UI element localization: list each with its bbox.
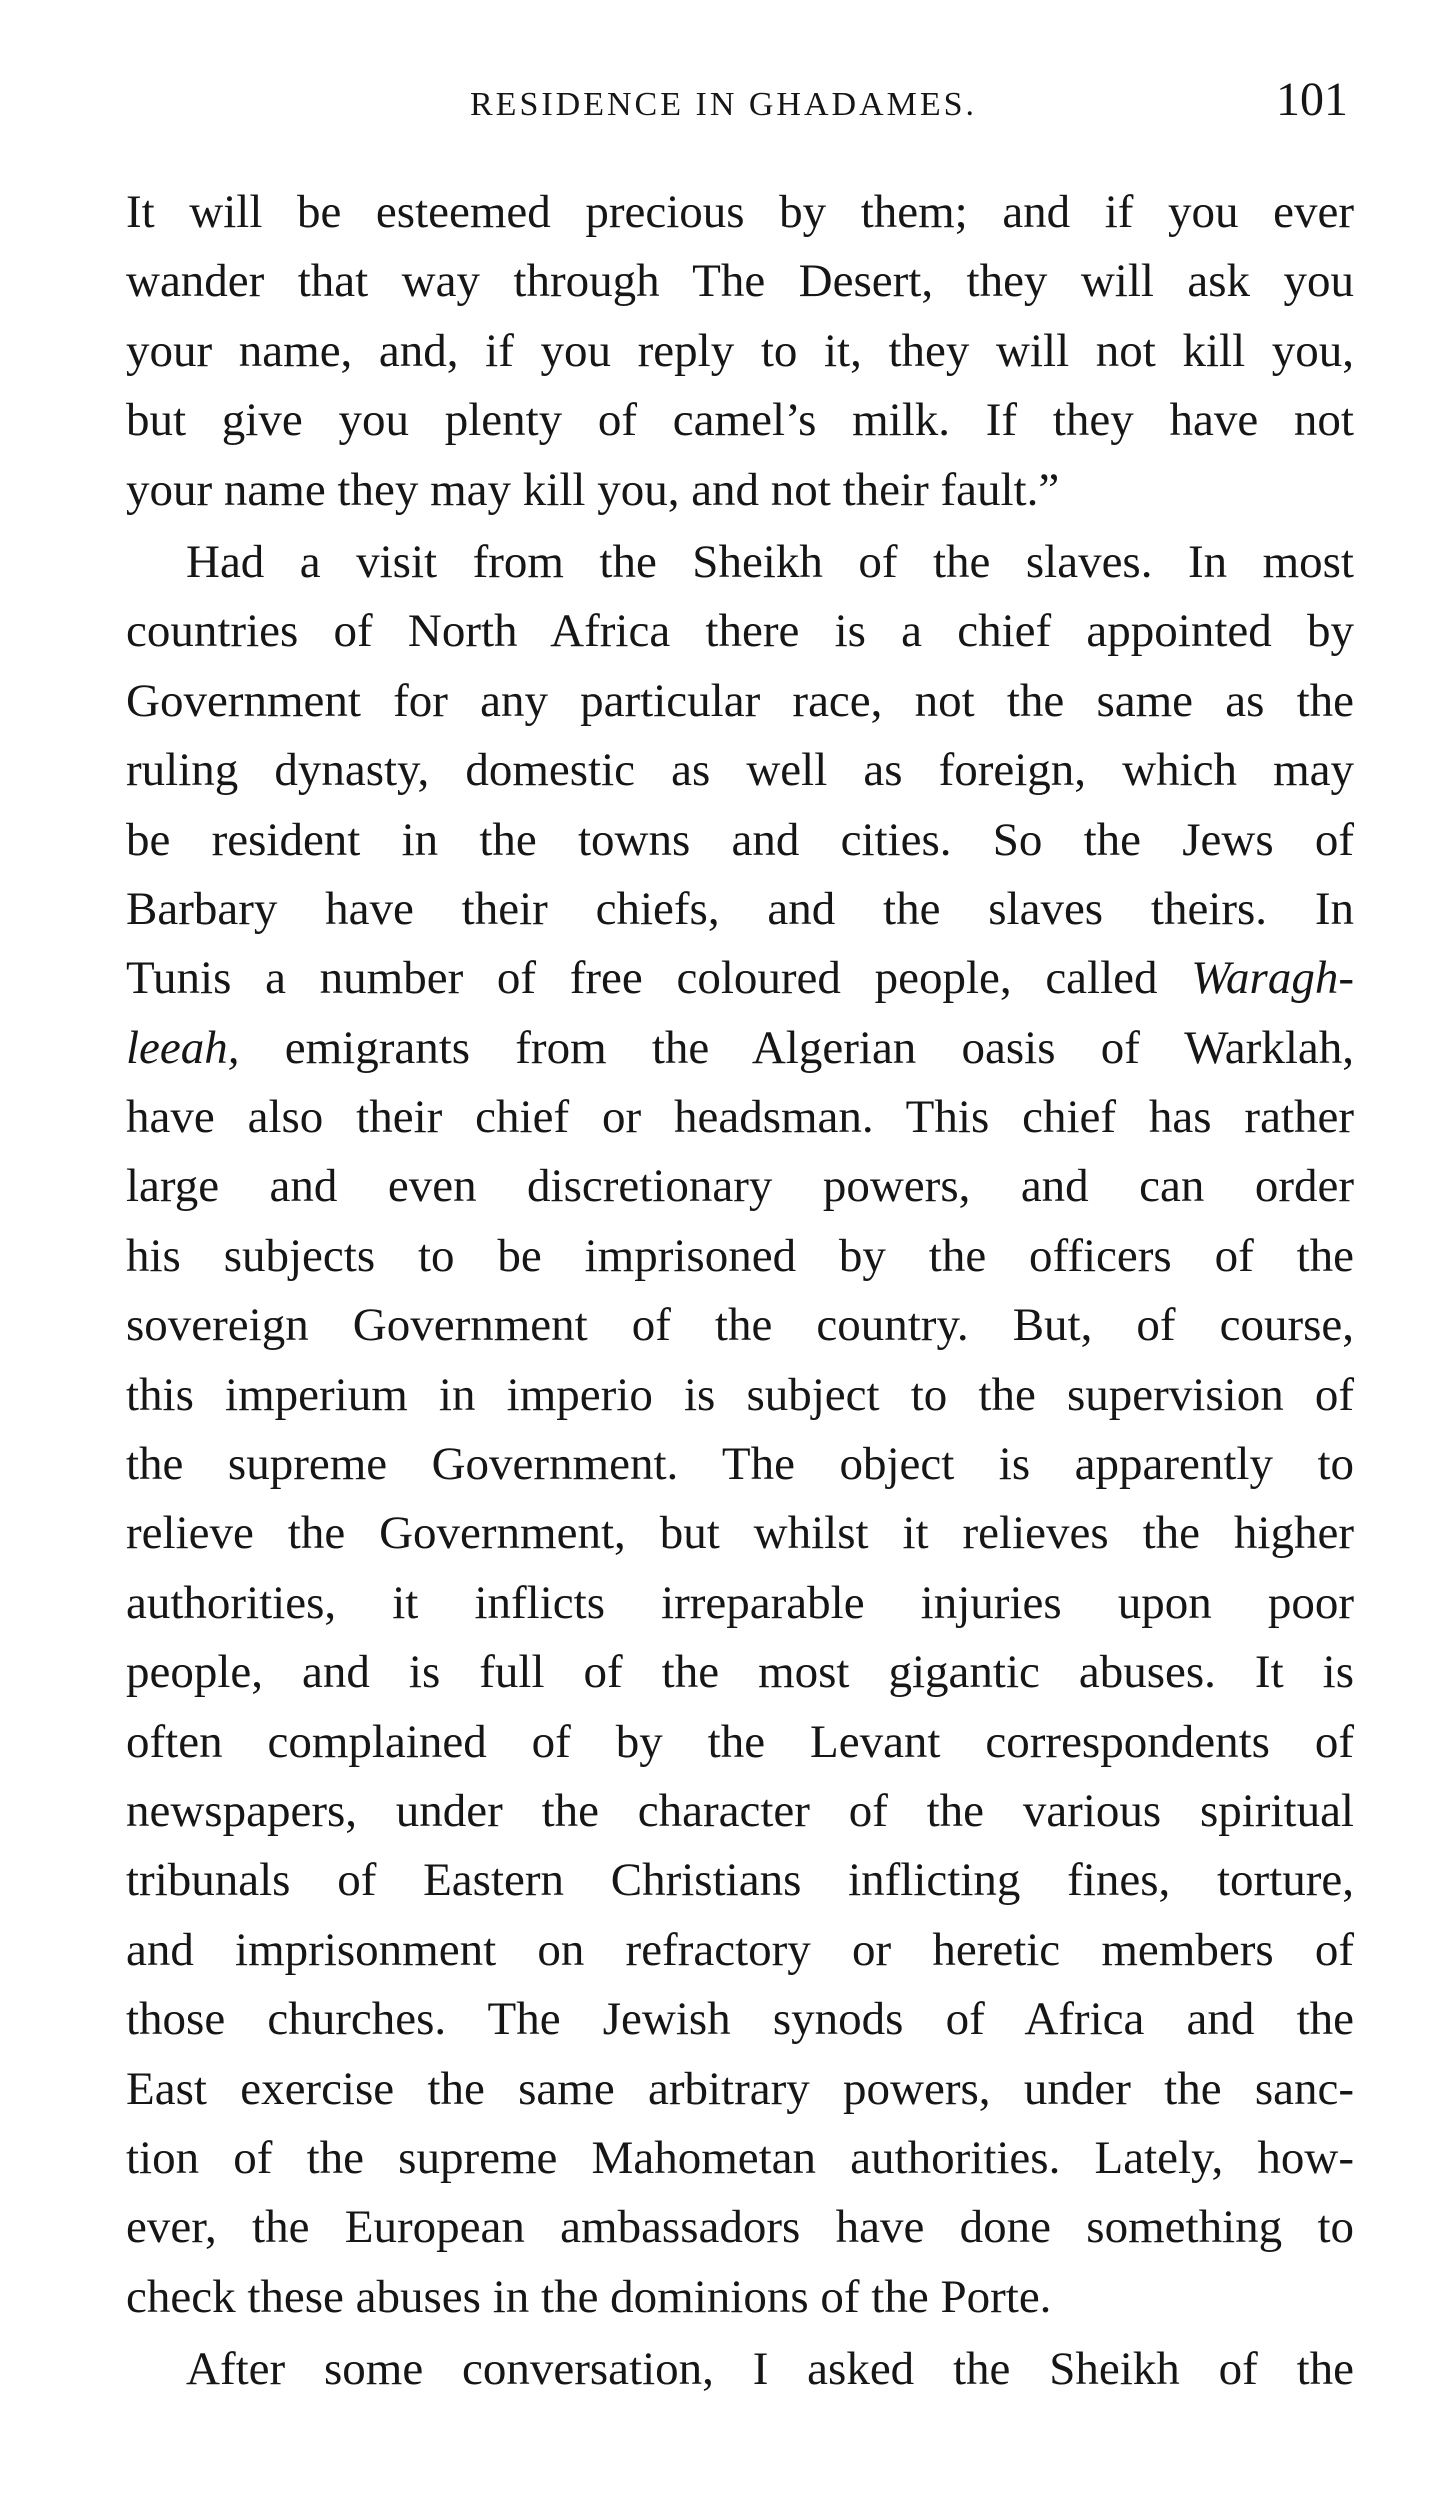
text-line: check these abuses in the dominions of the Porte.: [126, 2270, 1052, 2323]
text-line: tribunals of Eastern Christians inflicting fines, torture,: [126, 1854, 1354, 1907]
text-line: your name they may kill you, and not their fault.”: [126, 463, 1060, 516]
text-line: tion of the supreme Mahometan authorities. Lately, how-: [126, 2131, 1354, 2184]
text-run: Tunis a number of free coloured people, called: [126, 952, 1192, 1005]
text-line: relieve the Government, but whilst it relieves the higher: [126, 1507, 1354, 1560]
text-line: this imperium in imperio is subject to the supervision of: [126, 1368, 1354, 1421]
text-line: those churches. The Jewish synods of Africa and the: [126, 1993, 1354, 2046]
text-line: ruling dynasty, domestic as well as foreign, which may: [126, 744, 1354, 797]
text-line: authorities, it inflicts irreparable injuries upon poor: [126, 1576, 1354, 1629]
text-line: wander that way through The Desert, they will ask you: [126, 255, 1354, 308]
text-run: emigrants from the Algerian oasis of Warklah,: [239, 1021, 1354, 1074]
body-text: [126, 178, 1354, 2405]
text-line: but give you plenty of camel’s milk. If they have not: [126, 394, 1354, 447]
text-line: It will be esteemed precious by them; and if you ever: [126, 186, 1354, 238]
text-line: your name, and, if you reply to it, they will not kill you,: [126, 324, 1354, 377]
text-line: countries of North Africa there is a chief appointed by: [126, 605, 1354, 658]
text-line: his subjects to be imprisoned by the officers of the: [126, 1229, 1354, 1282]
text-line: often complained of by the Levant correspondents of: [126, 1715, 1354, 1768]
text-line: newspapers, under the character of the various spiritual: [126, 1784, 1354, 1837]
running-head: [0, 72, 1450, 142]
text-line: ever, the European ambassadors have done something to: [126, 2201, 1354, 2254]
text-line: Barbary have their chiefs, and the slaves theirs. In: [126, 882, 1354, 935]
text-line: [126, 944, 1354, 1013]
text-line: have also their chief or headsman. This chief has rather: [126, 1091, 1354, 1144]
italic-term: leeah,: [126, 1021, 240, 1074]
page-number: 101: [1276, 73, 1348, 126]
text-line: sovereign Government of the country. But, of course,: [126, 1299, 1354, 1352]
paragraph-first-line: After some conversation, I asked the Sheikh of the: [186, 2343, 1354, 2396]
paragraph-first-line: Had a visit from the Sheikh of the slaves. In most: [186, 535, 1354, 588]
text-line: people, and is full of the most gigantic abuses. It is: [126, 1646, 1354, 1699]
italic-term: Waragh-: [1191, 952, 1354, 1005]
text-line: [126, 1014, 1354, 1083]
text-line: large and even discretionary powers, and can order: [126, 1160, 1354, 1213]
text-line: Government for any particular race, not the same as the: [126, 674, 1354, 727]
text-line: East exercise the same arbitrary powers, under the sanc-: [126, 2062, 1354, 2115]
text-line: and imprisonment on refractory or heretic members of: [126, 1923, 1354, 1976]
running-title: RESIDENCE IN GHADAMES.: [470, 86, 978, 123]
text-line: be resident in the towns and cities. So the Jews of: [126, 813, 1354, 866]
text-line: the supreme Government. The object is apparently to: [126, 1438, 1354, 1491]
